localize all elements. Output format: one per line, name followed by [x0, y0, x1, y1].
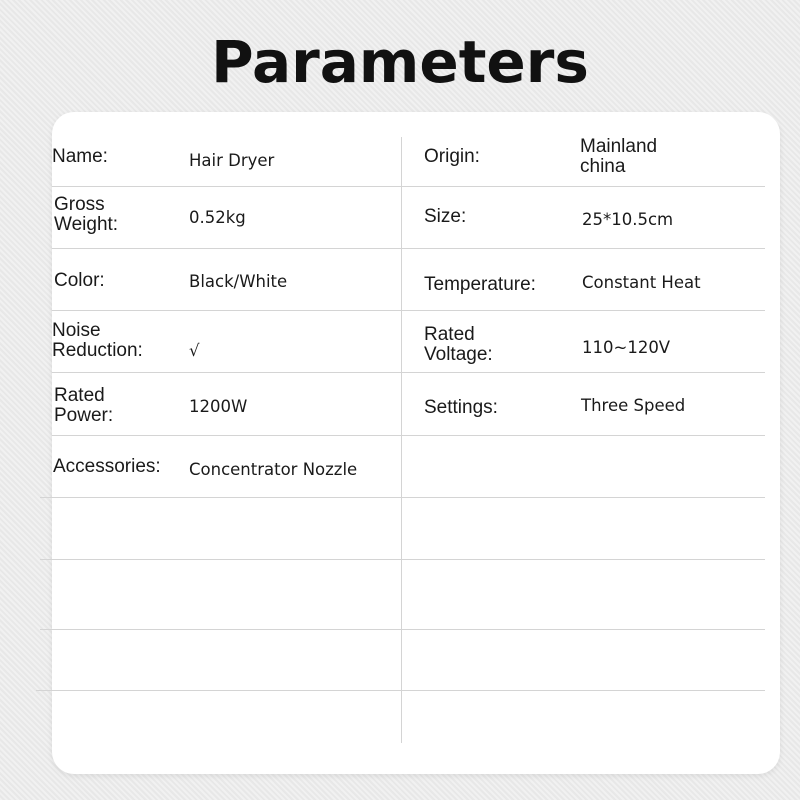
name-label: Name:	[52, 146, 108, 167]
rated-power-label-line1: Rated	[54, 385, 105, 406]
noise-reduction-label-line2: Reduction:	[52, 340, 143, 361]
row-divider	[52, 186, 765, 187]
color-value: Black/White	[189, 272, 288, 291]
row-divider	[36, 690, 765, 691]
rated-voltage-label-line1: Rated	[424, 324, 475, 345]
row-divider	[52, 310, 765, 311]
temperature-value: Constant Heat	[582, 273, 701, 292]
rated-power-label-line2: Power:	[54, 405, 114, 426]
origin-label: Origin:	[424, 146, 480, 167]
accessories-value: Concentrator Nozzle	[189, 460, 358, 479]
row-divider	[52, 435, 765, 436]
name-value: Hair Dryer	[189, 151, 275, 170]
gross-weight-label-line1: Gross	[54, 194, 105, 215]
rated-voltage-label-line2: Voltage:	[424, 344, 493, 365]
page-title: Parameters	[211, 28, 589, 96]
noise-reduction-label-line1: Noise	[52, 320, 101, 341]
size-label: Size:	[424, 206, 467, 227]
row-divider	[40, 559, 765, 560]
rated-power-value: 1200W	[189, 397, 248, 416]
row-divider	[52, 248, 765, 249]
settings-value: Three Speed	[581, 396, 686, 415]
column-divider	[401, 137, 402, 743]
origin-value-line1: Mainland	[580, 136, 658, 157]
row-divider	[40, 629, 765, 630]
row-divider	[40, 497, 765, 498]
origin-value-line2: china	[580, 156, 626, 177]
size-value: 25*10.5cm	[582, 210, 674, 229]
color-label: Color:	[54, 270, 105, 291]
temperature-label: Temperature:	[424, 274, 536, 295]
gross-weight-value: 0.52kg	[189, 208, 246, 227]
rated-voltage-value: 110~120V	[582, 338, 671, 357]
noise-reduction-value: √	[189, 341, 200, 360]
row-divider	[52, 372, 765, 373]
gross-weight-label-line2: Weight:	[54, 214, 119, 235]
accessories-label: Accessories:	[53, 456, 161, 477]
settings-label: Settings:	[424, 397, 498, 418]
